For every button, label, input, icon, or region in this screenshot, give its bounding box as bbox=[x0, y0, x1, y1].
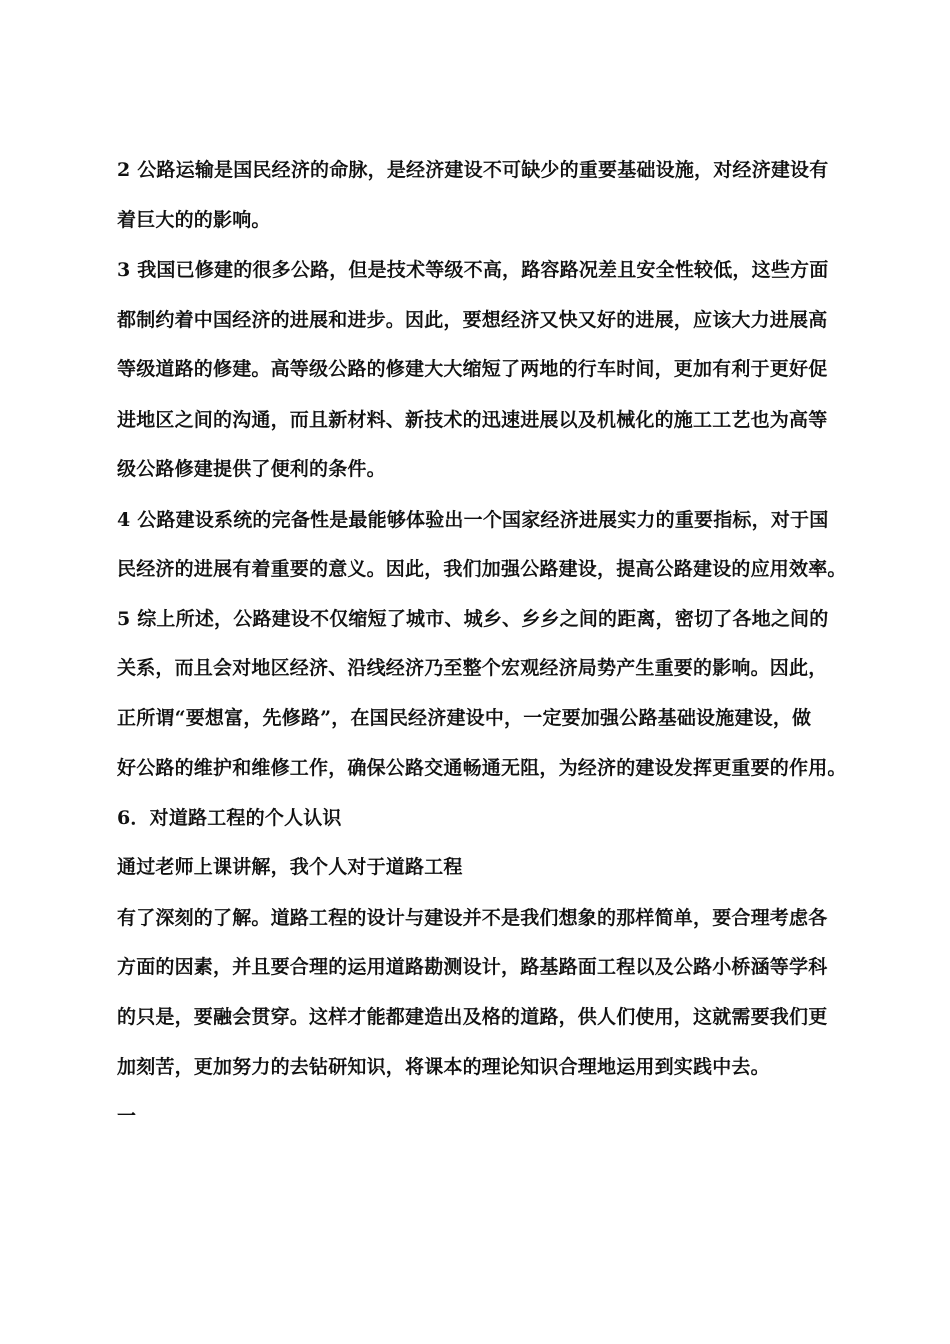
text-line: 3 我国已修建的很多公路，但是技术等级不高，路容路况差且安全性较低，这些方面 bbox=[117, 259, 829, 281]
text-line: 方面的因素，并且要合理的运用道路勘测设计，路基路面工程以及公路小桥涵等学科 bbox=[117, 956, 828, 978]
text-line: 2 公路运输是国民经济的命脉，是经济建设不可缺少的重要基础设施，对经济建设有 bbox=[117, 159, 829, 181]
text-line: 通过老师上课讲解，我个人对于道路工程 bbox=[117, 856, 463, 878]
text-line: 正所谓“要想富，先修路”，在国民经济建设中，一定要加强公路基础设施建设，做 bbox=[117, 707, 812, 729]
text-line: 等级道路的修建。高等级公路的修建大大缩短了两地的行车时间，更加有利于更好促 bbox=[117, 358, 828, 380]
section-heading: 6．对道路工程的个人认识 bbox=[117, 807, 342, 829]
text-line: 进地区之间的沟通，而且新材料、新技术的迅速进展以及机械化的施工工艺也为高等 bbox=[117, 409, 828, 431]
text-line: 一 bbox=[117, 1105, 137, 1127]
text-line: 关系，而且会对地区经济、沿线经济乃至整个宏观经济局势产生重要的影响。因此， bbox=[117, 657, 828, 679]
text-line: 5 综上所述，公路建设不仅缩短了城市、城乡、乡乡之间的距离，密切了各地之间的 bbox=[117, 608, 829, 630]
text-line: 级公路修建提供了便利的条件。 bbox=[117, 458, 386, 480]
text-line: 的只是，要融会贯穿。这样才能都建造出及格的道路，供人们使用，这就需要我们更 bbox=[117, 1006, 828, 1028]
text-line: 都制约着中国经济的进展和进步。因此，要想经济又快又好的进展，应该大力进展高 bbox=[117, 309, 828, 331]
text-line: 民经济的进展有着重要的意义。因此，我们加强公路建设，提高公路建设的应用效率。 bbox=[117, 558, 847, 580]
text-line: 着巨大的的影响。 bbox=[117, 209, 271, 231]
text-line: 4 公路建设系统的完备性是最能够体验出一个国家经济进展实力的重要指标，对于国 bbox=[117, 509, 829, 531]
text-line: 好公路的维护和维修工作，确保公路交通畅通无阻，为经济的建设发挥更重要的作用。 bbox=[117, 757, 847, 779]
text-line: 有了深刻的了解。道路工程的设计与建设并不是我们想象的那样简单，要合理考虑各 bbox=[117, 907, 828, 929]
text-line: 加刻苦，更加努力的去钻研知识，将课本的理论知识合理地运用到实践中去。 bbox=[117, 1056, 770, 1078]
